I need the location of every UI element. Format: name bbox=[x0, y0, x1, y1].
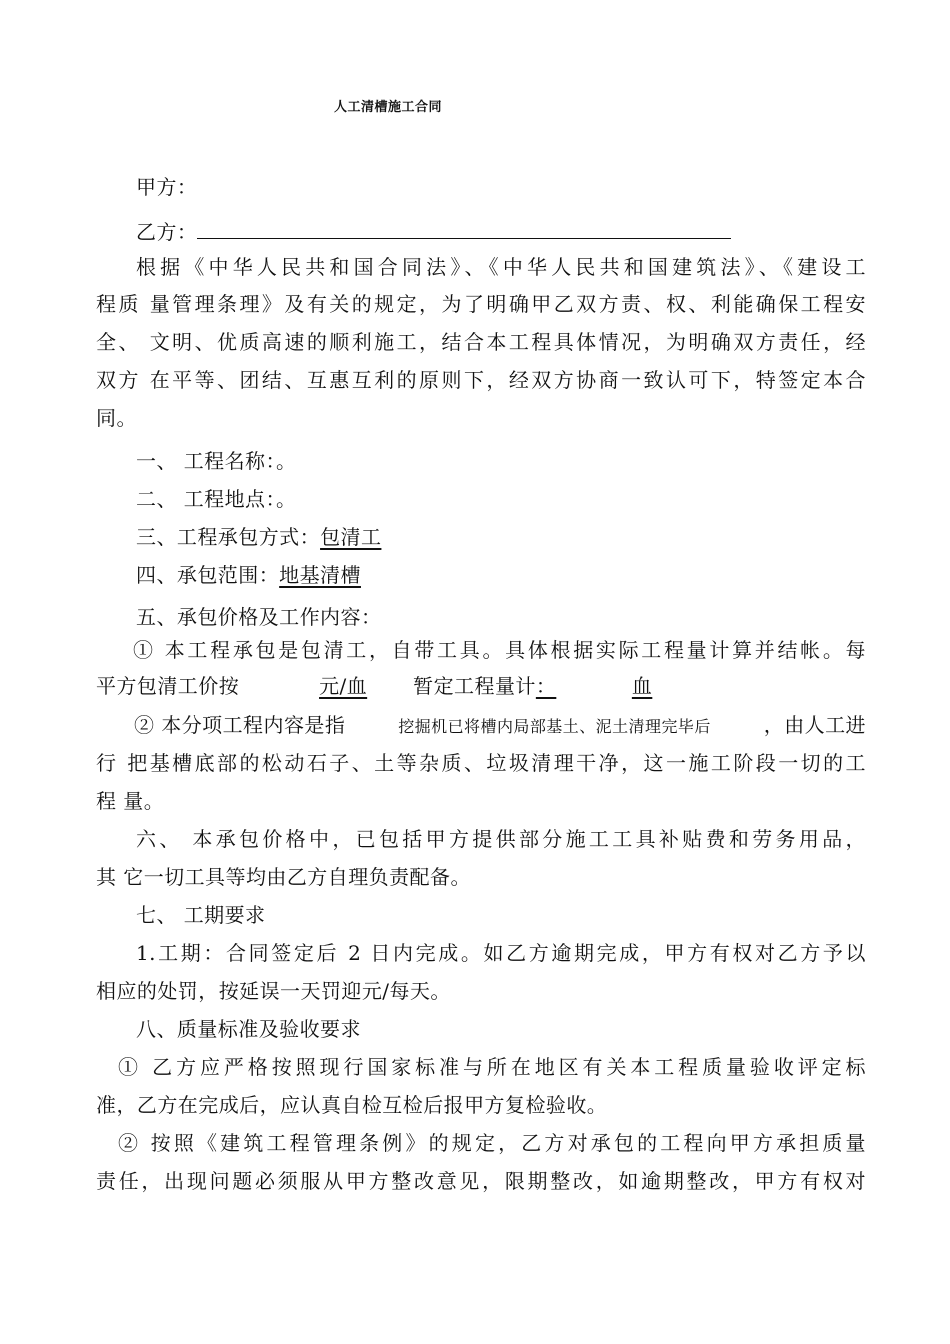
quantity-colon: ： bbox=[535, 674, 557, 698]
clause5-2-line: 行 把基槽底部的松动石子、土等杂质、垃圾清理干净，这一施工阶段一切的工 bbox=[96, 751, 866, 775]
contract-mode-label: 三、工程承包方式： bbox=[136, 525, 321, 549]
preamble-line: 程质 量管理条理》及有关的规定，为了明确甲乙双方责、权、利能确保工程安 bbox=[96, 292, 866, 316]
item-contract-mode bbox=[136, 524, 906, 550]
clause6-line: 六、 本承包价格中，已包括甲方提供部分施工工具补贴费和劳务用品， bbox=[136, 827, 866, 851]
preamble-line: 同。 bbox=[96, 406, 137, 430]
document-title: 人工清槽施工合同 bbox=[334, 100, 443, 115]
clause7-line: 相应的处罚，按延误一天罚迎元/每天。 bbox=[96, 979, 451, 1003]
clause5-2-line: 程 量。 bbox=[96, 789, 165, 813]
price-unit: 元/血 bbox=[319, 674, 368, 698]
clause8-heading: 八、质量标准及验收要求 bbox=[136, 1017, 361, 1041]
item-contract-scope bbox=[136, 562, 906, 588]
party-b-label: 乙方： bbox=[136, 220, 198, 244]
party-b-blank bbox=[197, 224, 731, 239]
clause7-line: 1.工期：合同签定后 2 日内完成。如乙方逾期完成，甲方有权对乙方予以 bbox=[136, 941, 866, 965]
clause8-line: ② 按照《建筑工程管理条例》的规定，乙方对承包的工程向甲方承担质量 bbox=[118, 1131, 866, 1155]
preamble-line: 全、 文明、优质高速的顺利施工，结合本工程具体情况，为明确双方责任，经 bbox=[96, 330, 866, 354]
clause5-1-line: ① 本工程承包是包清工，自带工具。具体根据实际工程量计算并结帐。每 bbox=[133, 638, 866, 662]
quantity-label: 暂定工程量计 bbox=[413, 674, 536, 698]
clause5-2-text-small: 挖掘机已将槽内局部基土、泥土清理完毕后 bbox=[398, 717, 711, 736]
party-a-line bbox=[136, 174, 906, 200]
price-label: 平方包清工价按 bbox=[96, 674, 240, 698]
clause5-2-text: ② 本分项工程内容是指 bbox=[134, 713, 346, 737]
clause7-heading: 七、 工期要求 bbox=[136, 903, 266, 927]
contract-mode-value: 包清工 bbox=[320, 525, 382, 549]
clause8-line: ① 乙方应严格按照现行国家标准与所在地区有关本工程质量验收评定标 bbox=[118, 1055, 866, 1079]
item-project-location: 二、 工程地点：。 bbox=[136, 487, 297, 511]
quantity-unit: 血 bbox=[631, 674, 653, 698]
clause5-2-text: ，由人工进 bbox=[763, 713, 866, 737]
contract-scope-label: 四、承包范围： bbox=[136, 563, 280, 587]
item-project-name: 一、 工程名称：。 bbox=[136, 449, 297, 473]
clause8-line: 准，乙方在完成后，应认真自检互检后报甲方复检验收。 bbox=[96, 1093, 608, 1117]
preamble-line: 双方 在平等、团结、互惠互利的原则下，经双方协商一致认可下，特签定本合 bbox=[96, 368, 866, 392]
clause5-2-line bbox=[134, 712, 866, 740]
preamble-line: 根据《中华人民共和国合同法》、《中华人民共和国建筑法》、《建设工 bbox=[136, 255, 866, 279]
clause5-1-price-line bbox=[96, 673, 866, 699]
party-a-label: 甲方： bbox=[136, 175, 198, 199]
clause8-line: 责任，出现问题必须服从甲方整改意见，限期整改，如逾期整改，甲方有权对 bbox=[96, 1169, 866, 1193]
contract-scope-value: 地基清槽 bbox=[279, 563, 361, 587]
item-price-content: 五、承包价格及工作内容： bbox=[136, 605, 382, 629]
clause6-line: 其 它一切工具等均由乙方自理负责配备。 bbox=[96, 865, 471, 889]
party-b-line bbox=[136, 219, 906, 245]
